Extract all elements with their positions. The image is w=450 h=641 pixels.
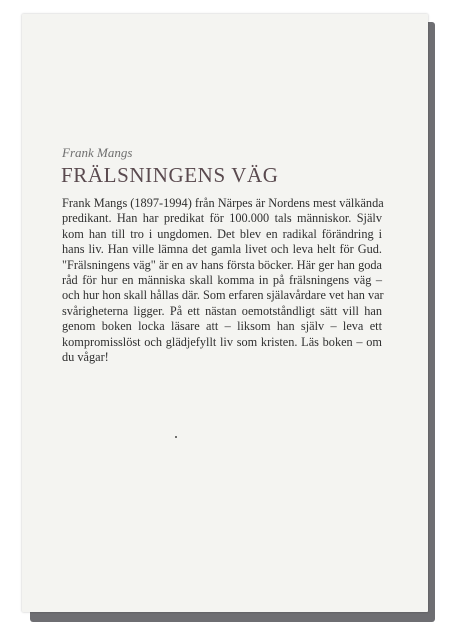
blurb-line: Frank Mangs (1897-1994) från Närpes är Nordens mest välkända xyxy=(62,196,384,210)
blurb-line: "Frälsningens väg" är en av hans första böcker. Här ger han goda xyxy=(62,257,382,272)
blurb-line: kom han till tro i ungdomen. Det blev en radikal förändring i xyxy=(62,226,382,241)
blurb-line: hans liv. Han ville lämna det gamla livet och leva helt för Gud. xyxy=(62,242,382,257)
author-name: Frank Mangs xyxy=(62,145,133,160)
book-title: FRÄLSNINGENS VÄG xyxy=(61,163,279,187)
book-blurb xyxy=(62,196,382,365)
blurb-line: svårigheterna ligger. På ett nästan oemotståndligt sätt vill han xyxy=(62,303,382,318)
blurb-line: och hur hon skall hållas där. Som erfaren själavårdare vet han var xyxy=(62,288,384,303)
blurb-line: råd för hur en människa skall komma in på frälsningens väg – xyxy=(62,273,382,288)
speck-mark xyxy=(175,436,177,438)
blurb-line: du vågar! xyxy=(62,350,109,365)
blurb-line: genom boken locka läsare att – liksom han själv – leva ett xyxy=(62,319,382,334)
blurb-line: predikant. Han har predikat för 100.000 tals människor. Själv xyxy=(62,211,382,226)
blurb-line: kompromisslöst och glädjefyllt liv som kristen. Läs boken – om xyxy=(62,334,382,349)
